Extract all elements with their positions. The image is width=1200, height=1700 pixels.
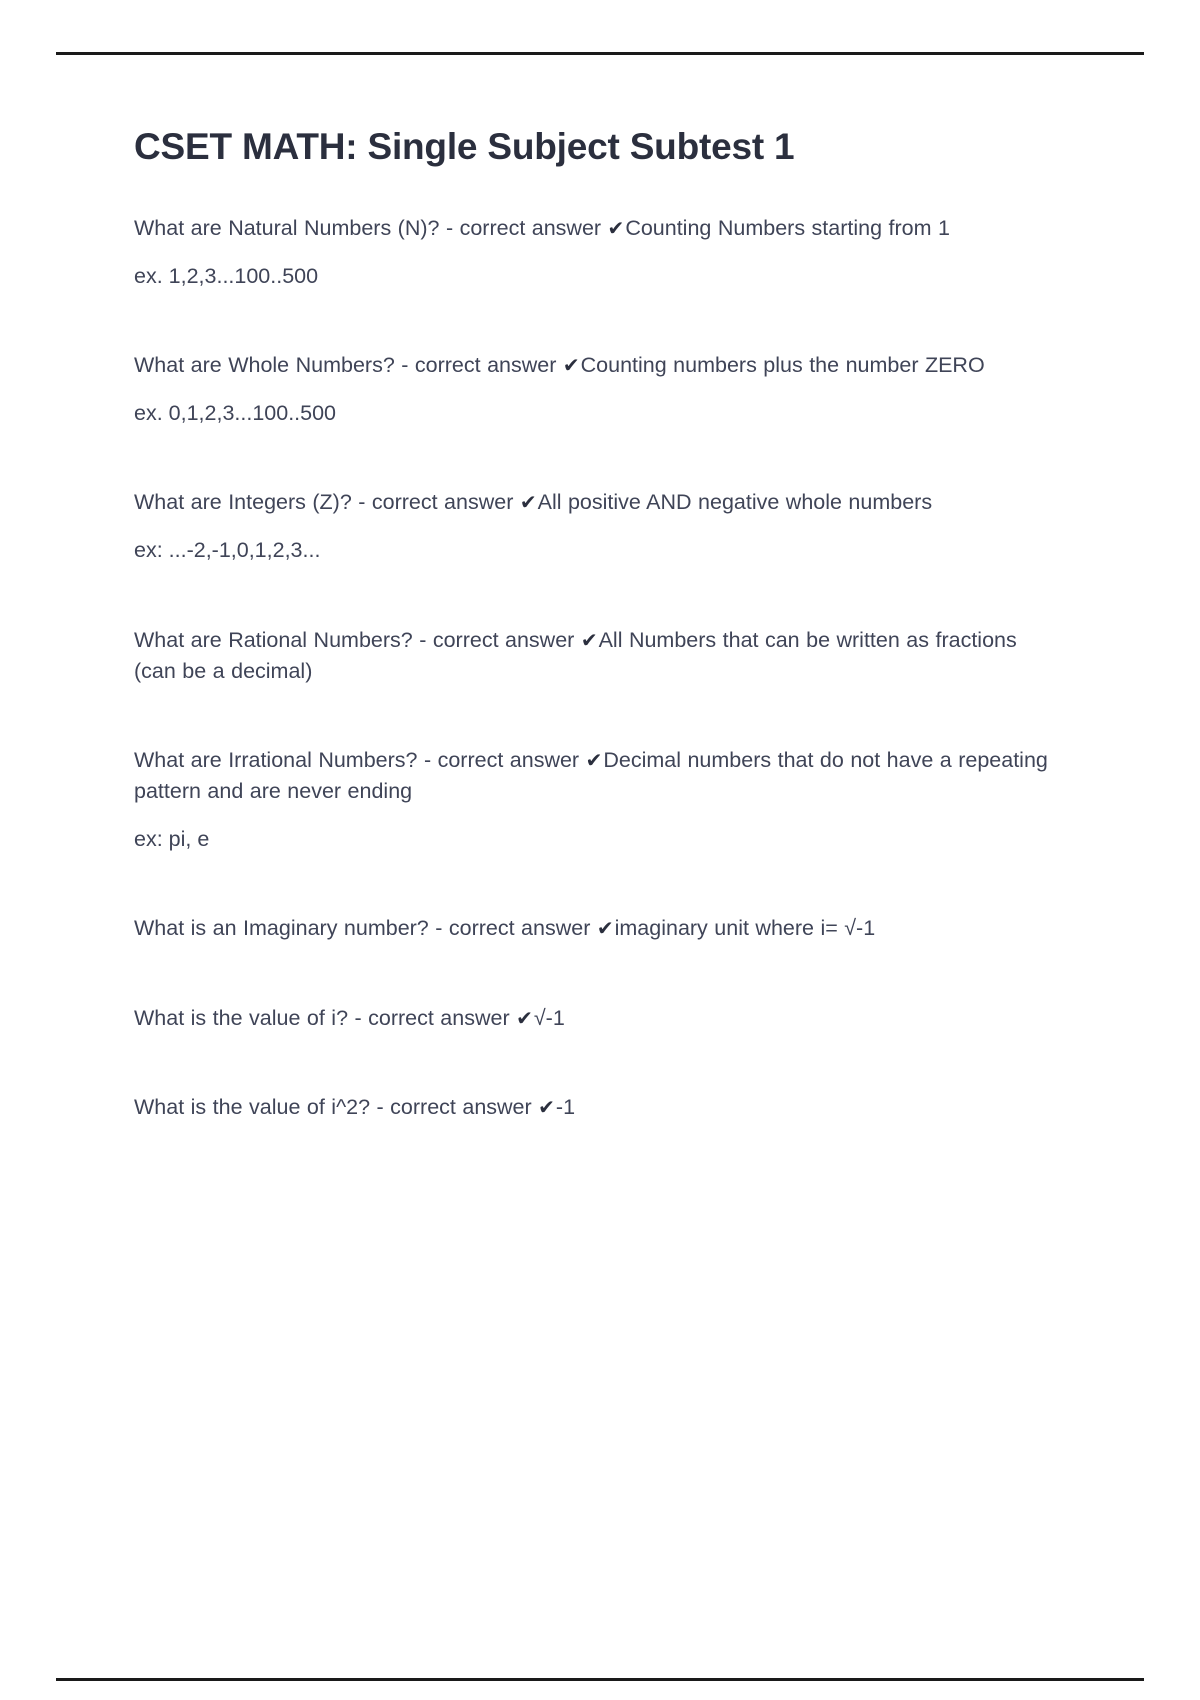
checkmark-icon: ✔ xyxy=(538,1096,555,1119)
qa-entry-text xyxy=(134,745,1054,807)
entry-spacer xyxy=(134,855,1054,883)
qa-entry-text xyxy=(134,487,1054,518)
page-title: CSET MATH: Single Subject Subtest 1 xyxy=(134,126,795,167)
entry-spacer xyxy=(134,1034,1054,1062)
qa-entry-text xyxy=(134,625,1054,687)
qa-answer: Counting Numbers starting from 1 xyxy=(625,215,950,240)
checkmark-icon: ✔ xyxy=(562,354,580,377)
entry-spacer xyxy=(134,292,1054,320)
document-content xyxy=(134,126,1054,1181)
qa-answer: -1 xyxy=(555,1094,576,1119)
entry-spacer xyxy=(134,429,1054,457)
qa-entry-text xyxy=(134,213,1054,244)
qa-entry xyxy=(134,913,1054,972)
qa-entry xyxy=(134,625,1054,715)
checkmark-icon: ✔ xyxy=(580,629,598,652)
checkmark-icon: ✔ xyxy=(596,918,614,941)
qa-entry-text xyxy=(134,913,1054,944)
qa-entry-list xyxy=(134,213,1054,1151)
checkmark-icon: ✔ xyxy=(516,1007,533,1030)
checkmark-icon: ✔ xyxy=(519,492,537,515)
checkmark-icon: ✔ xyxy=(607,217,625,240)
qa-question: What is the value of i^2? - correct answer xyxy=(134,1094,539,1119)
qa-question: What are Integers (Z)? - correct answer xyxy=(134,490,520,515)
qa-entry xyxy=(134,745,1054,884)
qa-answer: √-1 xyxy=(533,1005,565,1030)
qa-example: ex: pi, e xyxy=(134,827,210,852)
entry-spacer xyxy=(134,1123,1054,1151)
entry-spacer xyxy=(134,687,1054,715)
qa-entry xyxy=(134,487,1054,594)
qa-entry-text xyxy=(134,350,1054,381)
qa-question: What are Irrational Numbers? - correct answer xyxy=(134,747,586,772)
qa-entry xyxy=(134,350,1054,457)
qa-question: What is an Imaginary number? - correct answer xyxy=(134,916,597,941)
qa-question: What are Whole Numbers? - correct answer xyxy=(134,352,563,377)
header-divider-rule xyxy=(56,52,1144,55)
qa-example: ex. 1,2,3...100..500 xyxy=(134,263,319,288)
qa-entry-text xyxy=(134,1092,1054,1123)
qa-answer: Counting numbers plus the number ZERO xyxy=(580,352,985,377)
qa-entry-text xyxy=(134,1003,1054,1034)
checkmark-icon: ✔ xyxy=(585,749,603,772)
qa-question: What are Rational Numbers? - correct answer xyxy=(134,627,581,652)
qa-entry xyxy=(134,1092,1054,1151)
qa-entry xyxy=(134,213,1054,320)
qa-example: ex: ...-2,-1,0,1,2,3... xyxy=(134,538,321,563)
qa-answer: All positive AND negative whole numbers xyxy=(537,490,933,515)
qa-answer: imaginary unit where i= √-1 xyxy=(614,916,876,941)
qa-answer: All Numbers that can be written as fractions (can be a decimal) xyxy=(134,627,1017,683)
entry-spacer xyxy=(134,945,1054,973)
footer-divider-rule xyxy=(56,1678,1144,1681)
entry-spacer xyxy=(134,567,1054,595)
qa-answer: Decimal numbers that do not have a repeating pattern and are never ending xyxy=(134,747,1048,804)
qa-entry xyxy=(134,1003,1054,1062)
qa-question: What is the value of i? - correct answer xyxy=(134,1005,517,1030)
qa-question: What are Natural Numbers (N)? - correct answer xyxy=(134,215,608,240)
qa-example: ex. 0,1,2,3...100..500 xyxy=(134,401,337,426)
